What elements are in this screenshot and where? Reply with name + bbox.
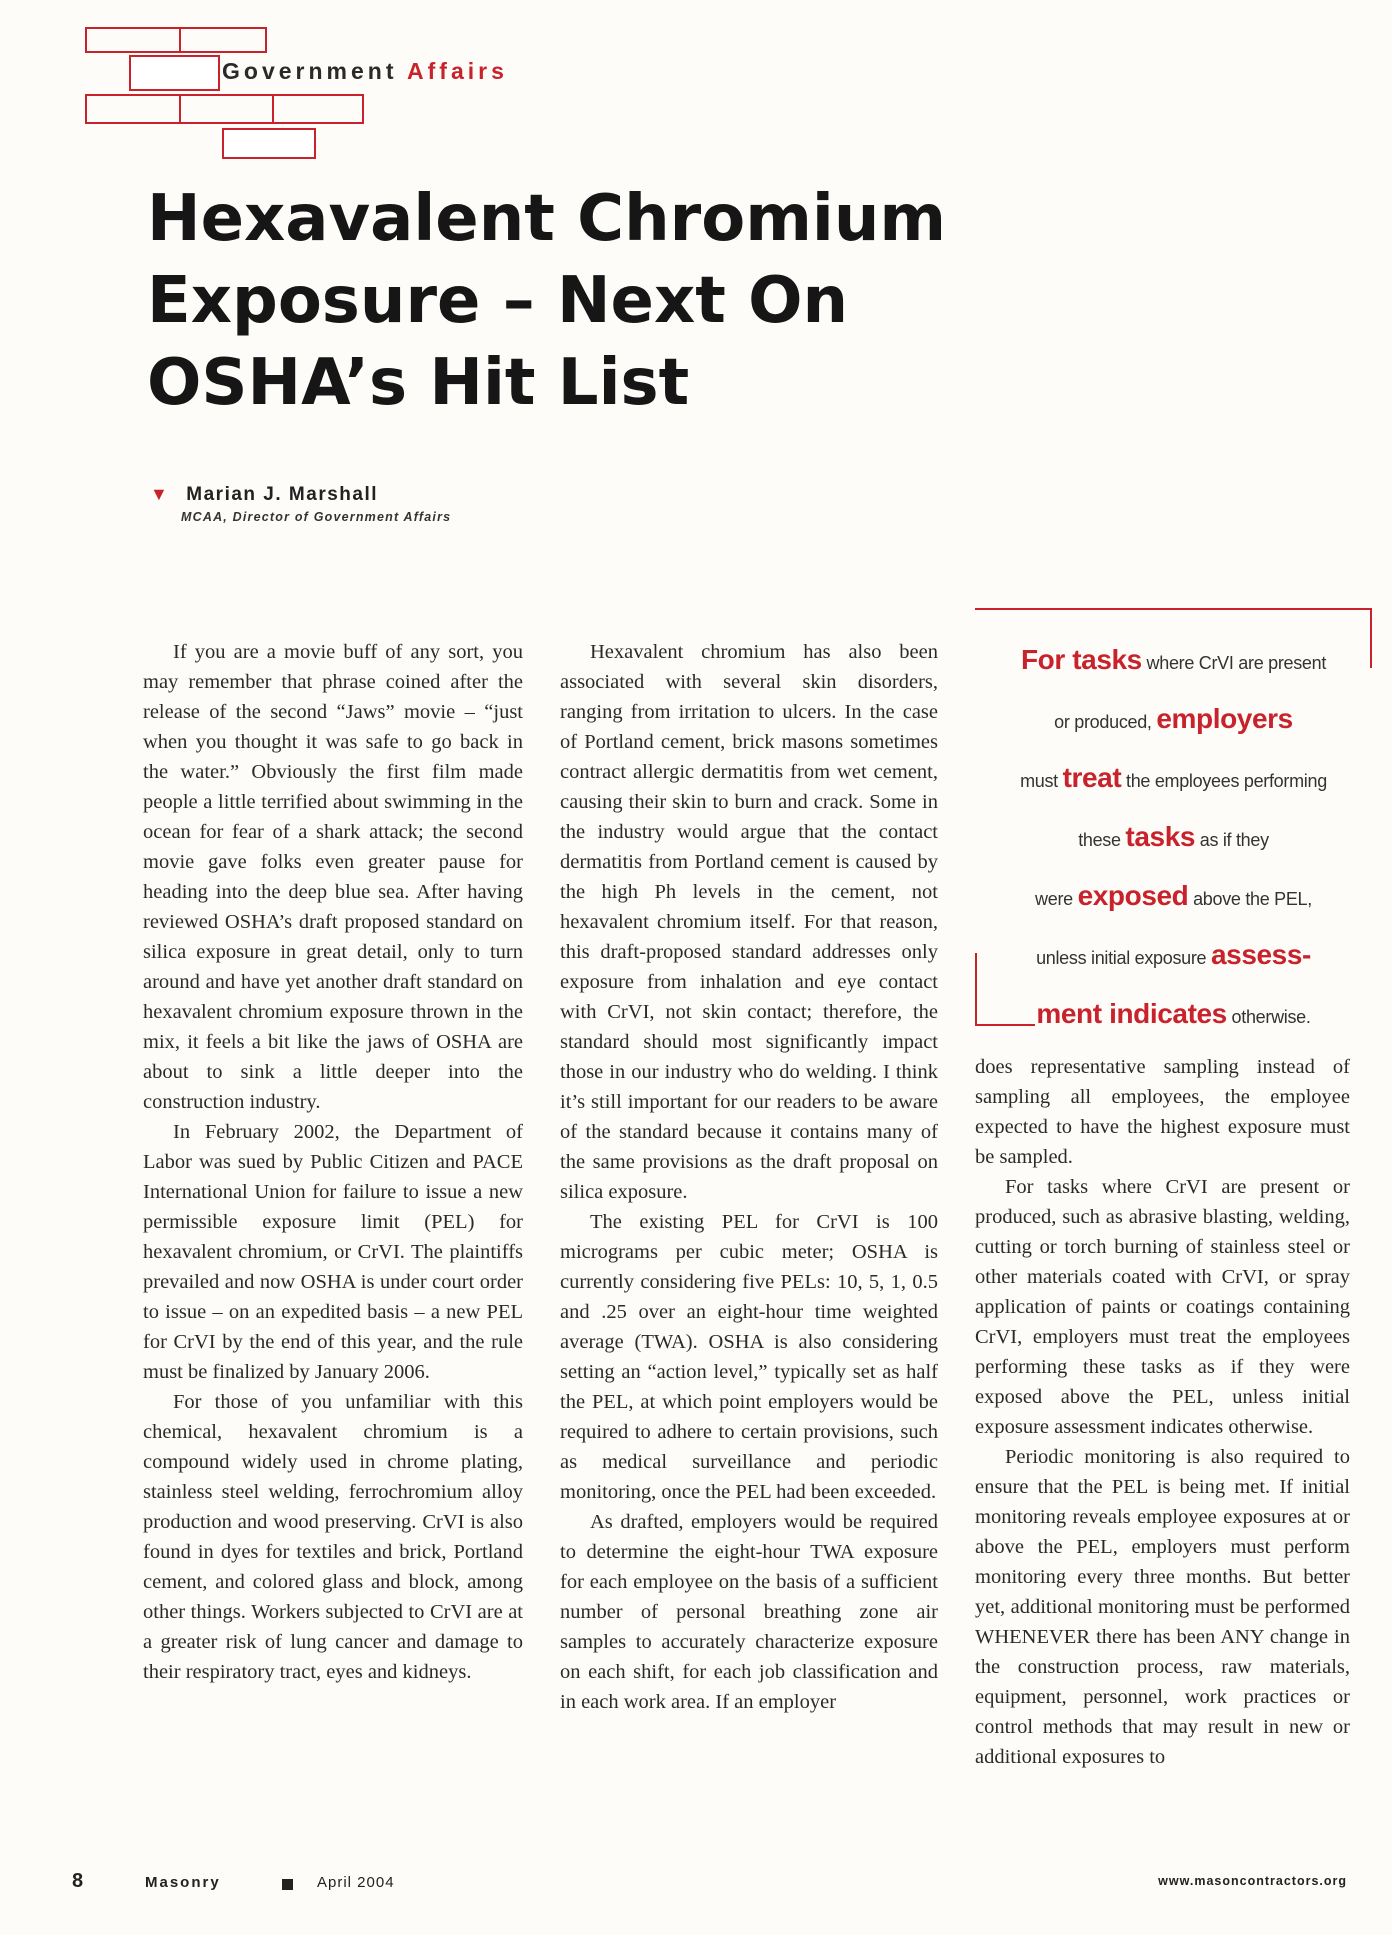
- section-label: [222, 58, 508, 85]
- title-line: OSHA’s Hit List: [147, 346, 690, 420]
- article-title: [147, 178, 1047, 424]
- paragraph: Hexavalent chromium has also been associated with several skin disorders, ranging from irritation to ulcers. In the case of Portland cement, brick masons sometimes contract allergic dermatitis from wet cement, causing their skin to burn and crack. Some in the industry would argue that the contact dermatitis from Portland cement is caused by the high Ph levels in the cement, not hexavalent chromium itself. For that reason, this draft-proposed standard addresses only exposure from inhalation and eye contact with CrVI, not skin contact; therefore, the standard should most significantly impact those in our industry who do welding. I think it’s still important for our readers to be aware of the standard because it contains many of the same provisions as the draft proposal on silica exposure.: [560, 641, 938, 1203]
- title-line: Exposure – Next On: [147, 264, 849, 338]
- brick: [272, 94, 364, 124]
- paragraph: For tasks where CrVI are present or produced, such as abrasive blasting, welding, cutting or torch burning of stainless steel or other materials coated with CrVI, or spray application of paints or coatings containing CrVI, employers must treat the employees performing these tasks as if they were exposed above the PEL, unless initial exposure assessment indicates otherwise.: [975, 1176, 1350, 1438]
- paragraph: As drafted, employers would be required to determine the eight-hour TWA exposure for each employee on the basis of a sufficient number of personal breathing zone air samples to accurately characterize exposure on each shift, for each job classification and in each work area. If an employer: [560, 1511, 938, 1713]
- pq-seg: or produced, employers: [1054, 703, 1293, 734]
- pull-quote-text: [975, 632, 1372, 1045]
- column-2: [560, 637, 938, 1717]
- square-bullet-icon: [282, 1879, 293, 1890]
- pq-seg: For tasks where CrVI are present: [1020, 644, 1327, 675]
- triangle-down-icon: ▼: [150, 484, 168, 504]
- pq-seg: these tasks as if they: [1078, 821, 1269, 852]
- pq-seg: unless initial exposure assess-: [1036, 939, 1311, 970]
- byline: [150, 484, 451, 524]
- paragraph: Periodic monitoring is also required to ensure that the PEL is being met. If initial monitoring reveals employee exposures at or above the PEL, employers must perform monitoring every three months. But better yet, additional monitoring must be performed WHENEVER there has been ANY change in the construction process, raw materials, equipment, personnel, work practices or control methods that may result in new or additional exposures to: [975, 1446, 1350, 1768]
- pull-quote: [975, 608, 1372, 1029]
- page-number: 8: [72, 1870, 84, 1892]
- pq-seg: must treat the employees performing: [1020, 762, 1327, 793]
- paragraph: For those of you unfamiliar with this chemical, hexavalent chromium is a compound widely used in chrome plating, stainless steel welding, ferrochromium alloy production and wood preserving. CrVI is also found in dyes for textiles and brick, Portland cement, and colored glass and block, among other things. Workers subjected to CrVI are at a greater risk of lung cancer and damage to their respiratory tract, eyes and kidneys.: [143, 1391, 523, 1683]
- pull-quote-border: [975, 608, 1372, 610]
- magazine-name: Masonry: [145, 1874, 221, 1891]
- brick: [179, 27, 267, 53]
- column-3: [975, 1052, 1350, 1772]
- title-line: Hexavalent Chromium: [147, 182, 947, 256]
- paragraph: In February 2002, the Department of Labor was sued by Public Citizen and PACE International Union for failure to issue a new permissible exposure limit (PEL) for hexavalent chromium, or CrVI. The plaintiffs prevailed and now OSHA is under court order to issue – on an expedited basis – a new PEL for CrVI by the end of this year, and the rule must be finalized by January 2006.: [143, 1121, 523, 1383]
- brick: [179, 94, 274, 124]
- brick: [222, 128, 316, 159]
- section-word-2: Affairs: [407, 58, 508, 84]
- brick: [85, 27, 181, 53]
- paragraph: does representative sampling instead of sampling all employees, the employee expected to have the highest exposure must be sampled.: [975, 1056, 1350, 1168]
- paragraph: The existing PEL for CrVI is 100 micrograms per cubic meter; OSHA is currently considering five PELs: 10, 5, 1, 0.5 and .25 over an eight-hour time weighted average (TWA). OSHA is also considering setting an “action level,” typically set as half the PEL, at which point employers would be required to adhere to certain provisions, such as medical surveillance and periodic monitoring, once the PEL had been exceeded.: [560, 1211, 938, 1503]
- website-url: www.masoncontractors.org: [1158, 1874, 1347, 1888]
- pq-seg: ment indicates otherwise.: [1036, 998, 1311, 1029]
- column-1: [143, 637, 523, 1687]
- issue-date: April 2004: [317, 1874, 395, 1891]
- section-word-1: Government: [222, 58, 398, 84]
- author-name: Marian J. Marshall: [186, 484, 379, 505]
- brick: [85, 94, 181, 124]
- paragraph: If you are a movie buff of any sort, you may remember that phrase coined after the release of the second “Jaws” movie – “just when you thought it was safe to go back in the water.” Obviously the first film made people a little terrified about swimming in the ocean for fear of a shark attack; the second movie gave folks even greater pause for heading into the deep blue sea. After having reviewed OSHA’s draft proposed standard on silica exposure in great detail, only to turn around and have yet another draft standard on hexavalent chromium exposure thrown in the mix, it feels a bit like the jaws of OSHA are about to sink a little deeper into the construction industry.: [143, 641, 523, 1113]
- author-role: MCAA, Director of Government Affairs: [181, 510, 452, 524]
- pq-seg: were exposed above the PEL,: [1035, 880, 1312, 911]
- brick: [129, 55, 220, 91]
